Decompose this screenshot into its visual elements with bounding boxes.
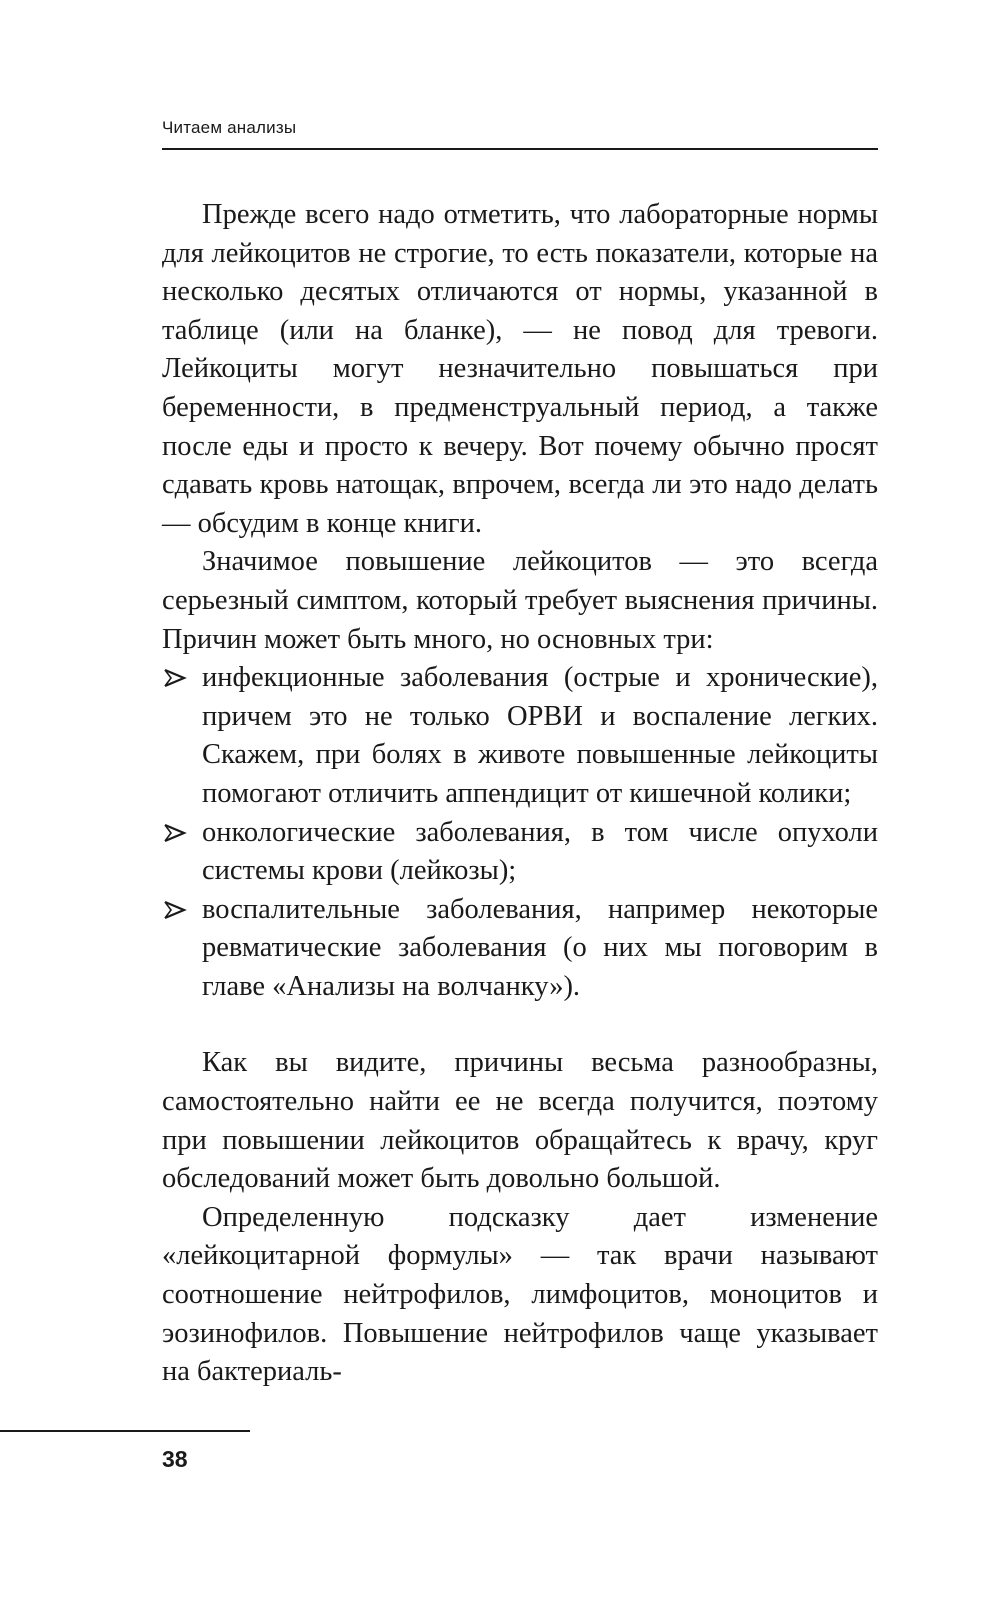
- causes-list: [162, 659, 878, 1006]
- paragraph-intro-norms: Прежде всего надо отметить, что лабораторные нормы для лейкоцитов не строгие, то есть показатели, которые на несколько десятых отличаются от нормы, указанной в таблице (или на бланке), — не повод для тревоги. Лейкоциты могут незначительно повышаться при беременности, в предменструальный период, а также после еды и просто к вечеру. Вот почему обычно просят сдавать кровь натощак, впрочем, всегда ли это надо делать — обсудим в конце книги.: [162, 199, 878, 539]
- running-head: Читаем анализы: [162, 118, 297, 137]
- arrowhead-bullet-icon: [162, 814, 192, 852]
- arrowhead-bullet-icon: [162, 659, 192, 697]
- list-item-text: онкологические заболевания, в том числе опухоли системы крови (лейкозы);: [202, 816, 878, 887]
- list-item-infections: [162, 659, 878, 813]
- footer-rule: [0, 1430, 250, 1432]
- arrowhead-bullet-icon: [162, 891, 192, 929]
- page-body: [162, 196, 878, 1392]
- paragraph-see-doctor: Как вы видите, причины весьма разнообразны, самостоятельно найти ее не всегда получится, поэтому при повышении лейкоцитов обращайтесь к врачу, круг обследований может быть довольно большой.: [162, 1047, 878, 1195]
- paragraph-causes-intro: Значимое повышение лейкоцитов — это всегда серьезный симптом, который требует выяснения причины. Причин может быть много, но основных три:: [162, 546, 878, 655]
- list-item-inflammatory: [162, 891, 878, 1007]
- paragraph-leukocyte-formula: Определенную подсказку дает изменение «лейкоцитарной формулы» — так врачи называют соотношение нейтрофилов, лимфоцитов, моноцитов и эозинофилов. Повышение нейтрофилов чаще указывает на бактериаль-: [162, 1201, 878, 1388]
- list-item-text: инфекционные заболевания (острые и хронические), причем это не только ОРВИ и воспаление легких. Скажем, при болях в животе повышенные лейкоциты помогают отличить аппендицит от кишечной колики;: [202, 662, 878, 809]
- section-gap: [162, 1006, 878, 1044]
- header-rule: [162, 148, 878, 150]
- list-item-text: воспалительные заболевания, например некоторые ревматические заболевания (о них мы поговорим в главе «Анализы на волчанку»).: [202, 893, 878, 1002]
- list-item-oncology: [162, 814, 878, 891]
- page-number: 38: [162, 1446, 188, 1472]
